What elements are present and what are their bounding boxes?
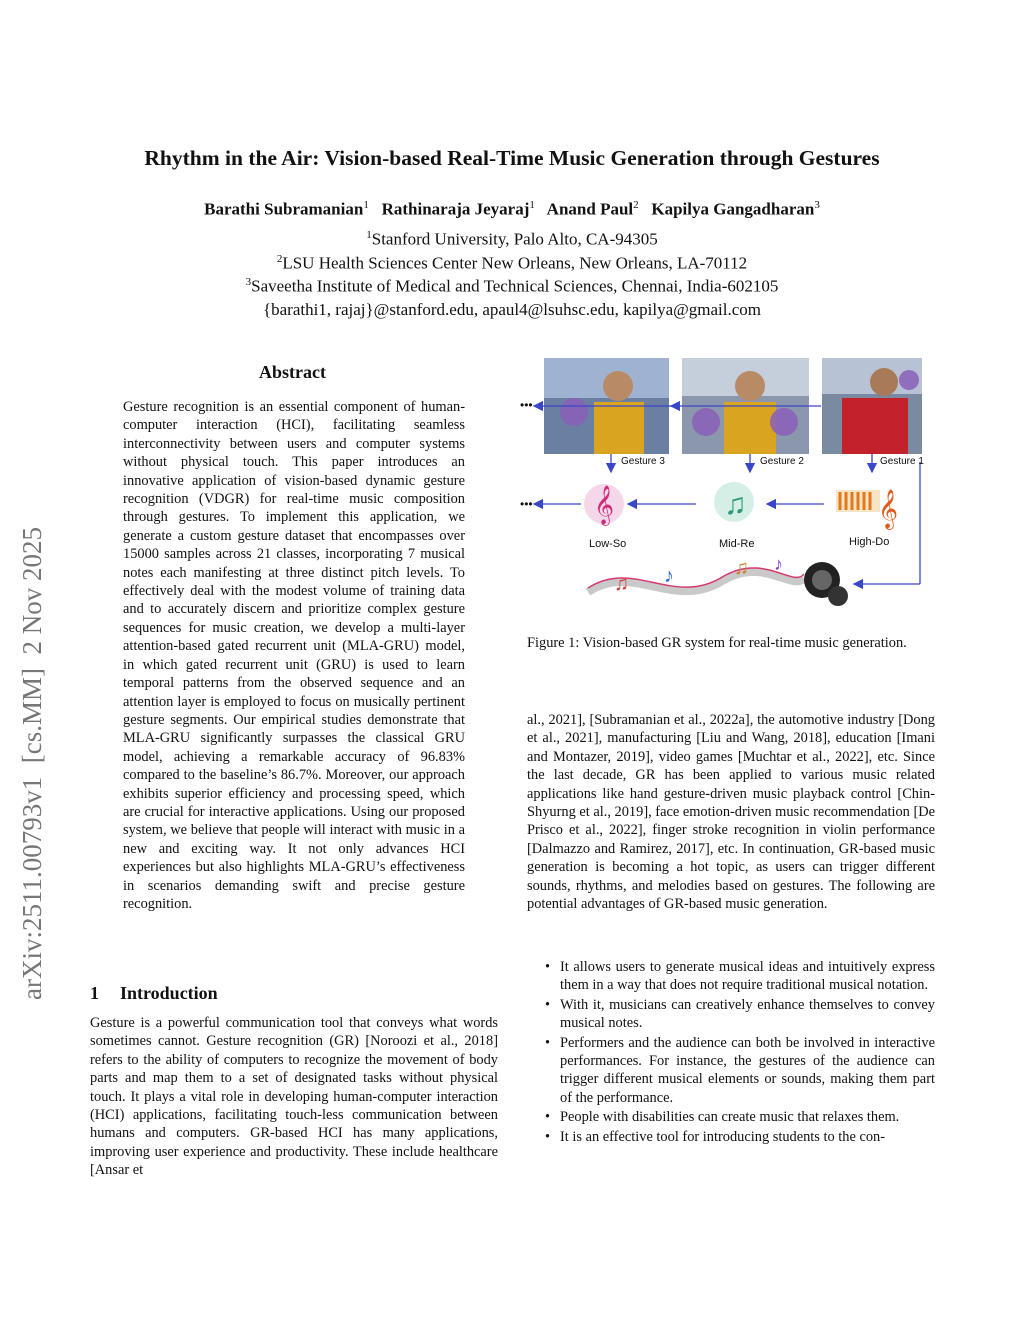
- list-item: [527, 1128, 935, 1146]
- speaker-icon: [804, 562, 848, 606]
- list-item-text: With it, musicians can creatively enhance themselves to convey musical notes.: [560, 996, 935, 1032]
- abstract-heading: Abstract: [259, 362, 326, 382]
- affiliation-text: LSU Health Sciences Center New Orleans, New Orleans, LA-70112: [282, 253, 748, 273]
- bullet-icon: •: [545, 996, 551, 1013]
- piano-clef-icon: [836, 490, 898, 530]
- author-name: Anand Paul: [546, 199, 634, 219]
- affiliation: [0, 276, 1024, 297]
- figure-ellipsis-middle: •••: [520, 497, 533, 511]
- list-item-text: People with disabilities can create music that relaxes them.: [560, 1109, 900, 1126]
- affiliation-sup: 1: [366, 229, 372, 241]
- svg-text:♪: ♪: [664, 565, 674, 587]
- pitch-label: High-Do: [849, 536, 890, 548]
- music-notes-icon: [714, 482, 754, 522]
- author-sup: 1: [363, 199, 369, 211]
- gesture-label: Gesture 2: [760, 456, 804, 467]
- svg-text:♫: ♫: [724, 488, 747, 521]
- bullet-icon: •: [545, 1128, 551, 1145]
- svg-text:𝄞: 𝄞: [878, 491, 899, 528]
- list-item-text: It is an effective tool for introducing students to the con-: [560, 1128, 886, 1145]
- advantages-list: [527, 958, 935, 1147]
- affiliation-text: Stanford University, Palo Alto, CA-94305: [371, 229, 658, 249]
- affiliation: [0, 229, 1024, 250]
- author-name: Rathinaraja Jeyaraj: [381, 199, 530, 219]
- author-list: [0, 199, 1024, 220]
- author-name: Kapilya Gangadharan: [651, 199, 815, 219]
- gesture-photo-1: [822, 358, 922, 454]
- affiliation-text: Saveetha Institute of Medical and Technical Sciences, Chennai, India-602105: [251, 276, 779, 296]
- section-title: Introduction: [120, 983, 218, 1003]
- figure-caption: Figure 1: Vision-based GR system for real-time music generation.: [527, 635, 907, 651]
- pitch-label: Low-So: [589, 538, 627, 550]
- list-item-text: It allows users to generate musical ideas and intuitively express them in a way that does not require traditional musical notation.: [560, 959, 935, 994]
- pitch-label: Mid-Re: [719, 538, 755, 550]
- list-item: [527, 996, 935, 1033]
- arxiv-side-stamp: arXiv:2511.00793v1 [cs.MM] 2 Nov 2025: [17, 527, 47, 1000]
- bullet-icon: •: [545, 1109, 551, 1126]
- affiliation: [0, 253, 1024, 274]
- list-item: [527, 1108, 935, 1126]
- section-number: 1: [90, 983, 99, 1003]
- author-sup: 2: [633, 199, 639, 211]
- svg-text:𝄞: 𝄞: [594, 487, 615, 524]
- affiliation-sup: 3: [245, 276, 252, 288]
- figure-1: [524, 352, 936, 620]
- list-item-text: Performers and the audience can both be involved in interactive performances. For instance, the gestures of the audience can trigger different musical elements or sounds, making them part of the performance.: [560, 1034, 935, 1106]
- svg-text:♪: ♪: [774, 554, 783, 574]
- treble-clef-icon: [584, 484, 624, 526]
- author-sup: 1: [529, 199, 535, 211]
- svg-text:♫: ♫: [614, 573, 629, 595]
- author-sup: 3: [814, 199, 820, 211]
- author-name: Barathi Subramanian: [204, 199, 364, 219]
- music-wave-icon: [588, 554, 804, 595]
- svg-text:♫: ♫: [734, 557, 749, 579]
- paper-title: Rhythm in the Air: Vision-based Real-Time Music Generation through Gestures: [144, 146, 880, 170]
- figure-ellipsis-top: •••: [520, 398, 533, 412]
- section-heading-introduction: [90, 983, 218, 1004]
- figure-1-diagram: [524, 352, 936, 620]
- gesture-label: Gesture 1: [880, 456, 924, 467]
- bullet-icon: •: [545, 959, 551, 975]
- abstract-text: Gesture recognition is an essential component of human-computer interaction (HCI), facilitating seamless interconnectivity between users and computer systems without physical touch. This paper introduces an innovative application of vision-based dynamic gesture recognition (VDGR) for real-time music composition through gestures. To implement this application, we generate a custom gesture dataset that encompasses over 15000 samples across 21 classes, incorporating 7 musical notes each manifesting at three distinct pitch levels. To effectively deal with the modest volume of training data and to accurately discern and prioritize complex gesture sequences for music creation, we develop a multi-layer attention-based gated recurrent unit (MLA-GRU) model, in which gated recurrent unit (GRU) is used to learn temporal patterns from the observed sequence and an attention layer is employed to focus on musically pertinent gesture segments. Our empirical studies demonstrate that MLA-GRU significantly surpasses the classical GRU model, achieving a remarkable accuracy of 96.83% compared to the baseline’s 86.7%. Moreover, our approach exhibits superior efficiency and processing speed, which are crucial for interactive applications. Using our proposed system, we believe that people will interact with music in a new and exciting way. It not only advances HCI experiences but also highlights MLA-GRU’s effectiveness in scenarios demanding swift and precise gesture recognition.: [123, 399, 465, 912]
- bullet-icon: •: [545, 1034, 551, 1051]
- introduction-text: Gesture is a powerful communication tool that conveys what words sometimes cannot. Gesture recognition (GR) [Noroozi et al., 2018] refers to the ability of computers to recognize the movement of body parts and map them to a set of designated tasks without physical touch. It plays a vital role in developing human-computer interaction (HCI) applications, facilitating touch-less communication between humans and computers. GR-based HCI has many applications, improving user experience and productivity. These include healthcare [Ansar et: [90, 1015, 498, 1179]
- list-item: [527, 1034, 935, 1108]
- author-emails: {barathi1, rajaj}@stanford.edu, apaul4@lsuhsc.edu, kapilya@gmail.com: [262, 300, 762, 319]
- right-column-paragraph: al., 2021], [Subramanian et al., 2022a], the automotive industry [Dong et al., 2021], manufacturing [Liu and Wang, 2018], education [Imani and Montazer, 2019], video games [Muchtar et al., 2022], etc. Since the last decade, GR has been applied to various music related applications like hand gesture-driven music playback control [Chin-Shyurng et al., 2019], face emotion-driven music recommendation [De Prisco et al., 2022], finger stroke recognition in violin performance [Dalmazzo and Ramirez, 2017], etc. In continuation, GR-based music generation is becoming a hot topic, as users can trigger different sounds, rhythms, and melodies based on gestures. The following are potential advantages of GR-based music generation.: [527, 712, 936, 913]
- list-item: [527, 958, 935, 995]
- affiliation-sup: 2: [276, 253, 283, 265]
- gesture-label: Gesture 3: [621, 456, 665, 467]
